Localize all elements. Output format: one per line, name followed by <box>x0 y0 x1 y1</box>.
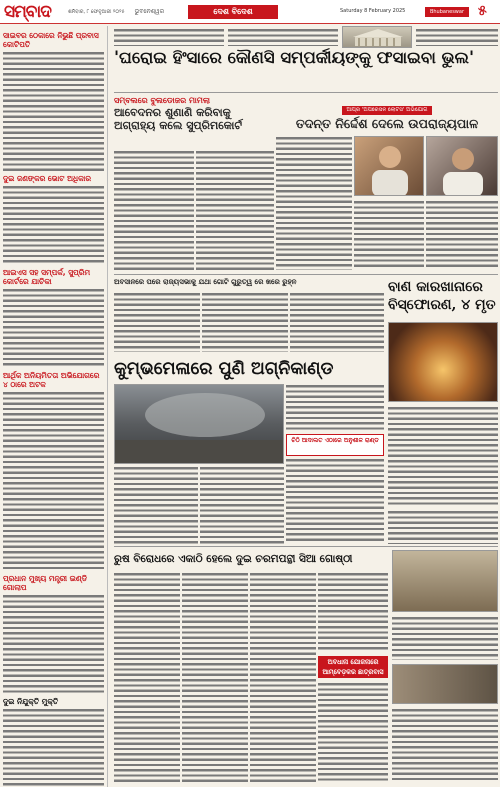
article-text <box>392 708 498 782</box>
fire-headline: କୁମ୍ଭମେଳାରେ ପୁଣି ଅଗ୍ନିକାଣ୍ଡ <box>114 359 334 379</box>
article-text <box>318 572 388 652</box>
bottom-headline: ରୁଷ ବିରୋଧରେ ଏକାଠି ହେଲେ ଦୁଇ ଚରମପନ୍ଥୀ ସିଆ ଗୋଷ୍ଠୀ <box>114 553 353 565</box>
headline-top: 'ଘରୋଇ ହିଂସାରେ କୌଣସି ସମ୍ପର୍କୀୟଙ୍କୁ ଫସାଇବା ଭୁଲ' <box>114 48 475 67</box>
article-text <box>202 292 288 352</box>
article-text <box>3 594 104 694</box>
left-headline-2: ଦୁଇ ଜଣଙ୍କର ଭୋଟ ଅଧିକାର <box>3 174 92 183</box>
section-banner: ଦେଶ ବିଦେଶ <box>188 5 278 19</box>
newspaper-logo: ସମ୍ବାଦ <box>4 1 51 22</box>
article-text <box>3 185 104 265</box>
article-text <box>114 572 180 782</box>
bottom-red-box: ଅବଧାନା ଯୋଜନାରେ ଆମ୍ବେଡ଼କର ଛାତ୍ରବାସ <box>318 656 388 678</box>
article-text <box>3 391 104 571</box>
article-text <box>196 150 274 270</box>
article-text <box>228 28 338 46</box>
article-text <box>200 466 284 544</box>
article-text <box>388 510 498 544</box>
article-text <box>290 292 384 352</box>
factory-headline: ବାଣ କାରଖାନାରେ ବିସ୍ଫୋରଣ, ୪ ମୃତ <box>388 279 496 313</box>
article-text <box>416 28 498 46</box>
article-text <box>114 150 194 270</box>
article-text <box>3 288 104 368</box>
article-text <box>426 200 498 270</box>
article-text <box>114 292 200 352</box>
article-text <box>114 28 224 46</box>
article-text <box>392 616 498 660</box>
fire-photo <box>114 384 284 464</box>
left-headline-6: ଦୁଇ ନିଯୁକ୍ତି ମୁକ୍ତି <box>3 697 59 706</box>
page-number: ୫ <box>478 3 487 19</box>
left-headline-5: ପ୍ରଧାନ ମୁଖ୍ୟ ମନ୍ତ୍ରୀ ଇଣ୍ଡି ଗୋଲାପ <box>3 574 88 592</box>
city-right: Bhubaneswar <box>425 7 469 17</box>
article-text <box>250 572 316 782</box>
article-text <box>3 708 104 787</box>
main-area <box>110 26 500 787</box>
date-right: Saturday 8 February 2025 <box>340 8 406 14</box>
kejriwal-photo <box>354 136 424 196</box>
bulldozer-story-head: ସମ୍ବଲରେ ବୁଲଡୋଜର ମାମଲା ଆବେଦନର ଶୁଣାଣି କରିବାକୁ ଅଗ୍ରାହ୍ୟ କଲେ ସୁପ୍ରିମକୋର୍ଟ <box>114 96 242 132</box>
left-headline-4: ଆର୍ଥିକ ଅନିୟମିତତା ଅଭିଯୋଗରେ ୪ ଠାରେ ଅଟକ <box>3 371 100 389</box>
court-building-icon <box>343 27 412 48</box>
article-text <box>276 136 352 270</box>
bottom-photo-1 <box>392 550 498 612</box>
article-text <box>182 572 248 782</box>
info-box: ଚିଠି ଆଦାଲତ ଏଠାରେ ଅନୁଶୀଳ ରାଣ୍ଡ <box>286 434 384 456</box>
city-left: ଭୁବନେଶ୍ୱର <box>134 7 165 15</box>
court-photo <box>342 26 412 48</box>
article-text <box>286 458 384 544</box>
left-headline-3: ଆଇଏସ ସହ ସମ୍ପର୍କ, ସୁପ୍ରିମ କୋର୍ଟରେ ଯାଚିକା <box>3 268 91 286</box>
mid-headline: ଅବସାନରେ ପରେ ରାଜ୍ୟସଭାକୁ ଯଥା ଗୋଟି ଗୁରୁତ୍ୱ ରେ ଖରେ ରୁହ୍ନ <box>114 278 297 286</box>
article-text <box>3 51 104 171</box>
aap-story-head: ଆପ୍‌ର 'ଅପରେସନ ଲୋଟସ' ଅଭିଯୋଗ ତଦନ୍ତ ନିର୍ଦ୍ଦେଶ ଦେଲେ ଉପରାଜ୍ୟପାଳ <box>295 107 479 131</box>
date-left: ଶନିବାର, ୮ ଫେବୃଆରୀ ୨୦୨୫ <box>68 8 125 15</box>
left-headline-1: ସାଇବର ଠେକାରେ ନିଭୁଛି ପ୍ରବାସ କୋଟିପତି <box>3 31 99 49</box>
article-text <box>388 406 498 506</box>
article-text <box>354 200 424 270</box>
bottom-photo-2 <box>392 664 498 704</box>
left-column <box>0 26 108 787</box>
article-text <box>114 466 198 544</box>
blast-photo <box>388 322 498 402</box>
article-text <box>318 682 388 782</box>
lg-photo <box>426 136 498 196</box>
article-text <box>286 384 384 432</box>
